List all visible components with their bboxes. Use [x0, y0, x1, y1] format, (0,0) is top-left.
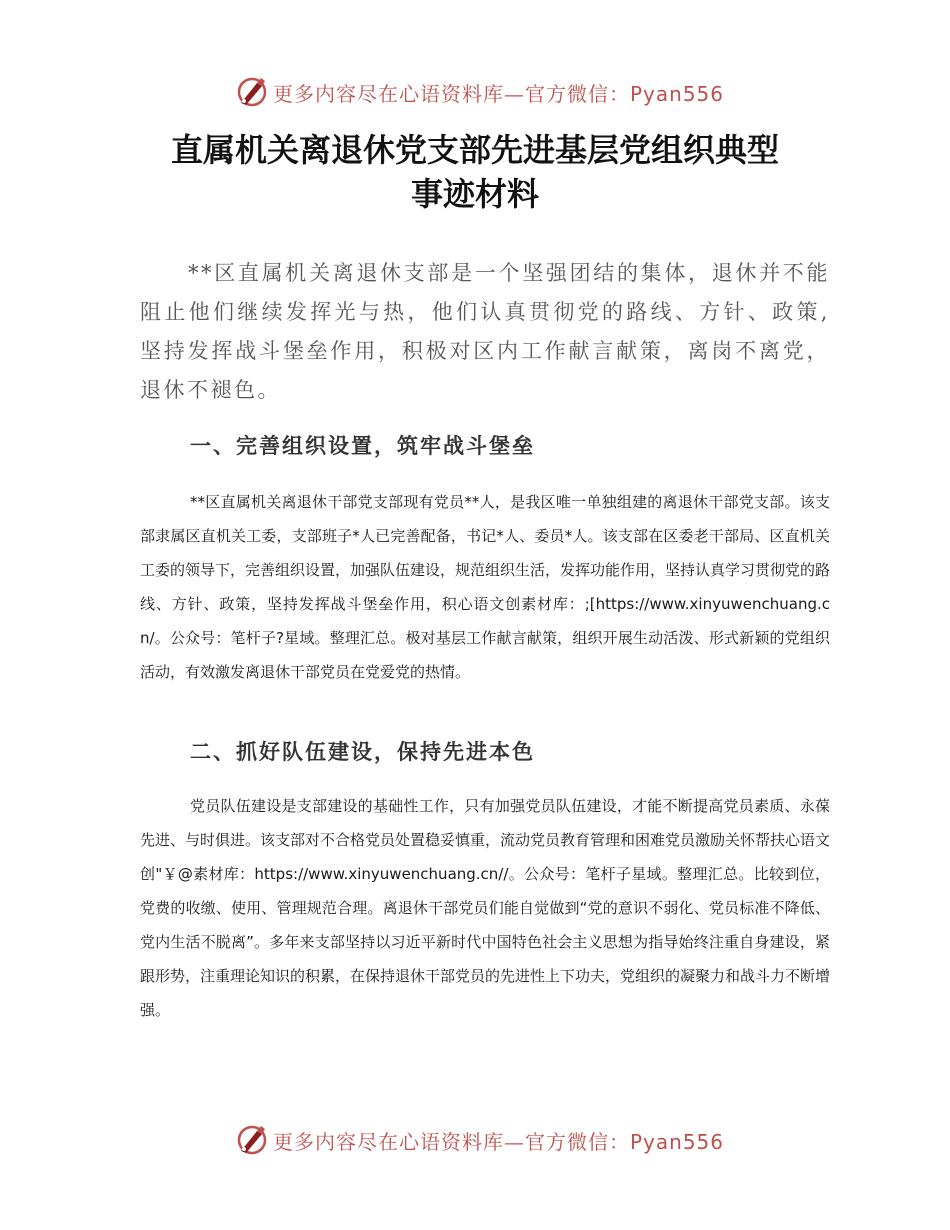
- pen-logo-icon: [235, 75, 269, 109]
- section-2-heading: 二、抓好队伍建设，保持先进本色: [190, 739, 535, 764]
- footer-banner: [235, 1122, 725, 1158]
- section-2-paragraph: 党员队伍建设是支部建设的基础性工作，只有加强党员队伍建设，才能不断提高党员素质、永葆先进、与时俱进。该支部对不合格党员处置稳妥慎重，流动党员教育管理和困难党员激励关怀帮扶心语文创"￥@素材库：https://www.xinyuwenchuang.cn//。公众号：笔杆子星域。整理汇总。比较到位，党费的收缴、使用、管理规范合理。离退休干部党员们能自觉做到“党的意识不弱化、党员标准不降低、党内生活不脱离”。多年来支部坚持以习近平新时代中国特色社会主义思想为指导始终注重自身建设，紧跟形势，注重理论知识的积累，在保持退休干部党员的先进性上下功夫，党组织的凝聚力和战斗力不断增强。: [140, 797, 831, 1019]
- title-line-1: 直属机关离退休党支部先进基层党组织典型: [170, 131, 779, 169]
- section-1-paragraph: **区直属机关离退休干部党支部现有党员**人，是我区唯一单独组建的离退休干部党支部。该支部隶属区直机关工委，支部班子*人已完善配备，书记*人、委员*人。该支部在区委老干部局、区直机关工委的领导下，完善组织设置，加强队伍建设，规范组织生活，发挥功能作用，坚持认真学习贯彻党的路线、方针、政策，坚持发挥战斗堡垒作用，积心语文创素材库：;[https://www.xinyuwenchuang.cn/。公众号：笔杆子?星域。整理汇总。极对基层工作献言献策，组织开展生动活泼、形式新颖的党组织活动，有效激发离退休干部党员在党爱党的热情。: [140, 493, 831, 681]
- pen-logo-icon: [235, 1123, 269, 1157]
- section-1-heading: 一、完善组织设置，筑牢战斗堡垒: [190, 433, 535, 458]
- header-banner: [235, 74, 725, 110]
- banner-wechat-id: Pyan556: [630, 81, 725, 106]
- title-line-2: 事迹材料: [410, 175, 539, 213]
- banner-wechat-id: Pyan556: [630, 1129, 725, 1154]
- lead-paragraph: **区直属机关离退休支部是一个坚强团结的集体，退休并不能阻止他们继续发挥光与热，他们认真贯彻党的路线、方针、政策,坚持发挥战斗堡垒作用，积极对区内工作献言献策，离岗不离党，退休不褪色。: [140, 261, 830, 402]
- banner-slogan: 更多内容尽在心语资料库—官方微信：: [273, 81, 630, 106]
- banner-text: [273, 78, 724, 107]
- document-title: [120, 128, 830, 216]
- banner-slogan: 更多内容尽在心语资料库—官方微信：: [273, 1129, 630, 1154]
- banner-text: [273, 1126, 724, 1155]
